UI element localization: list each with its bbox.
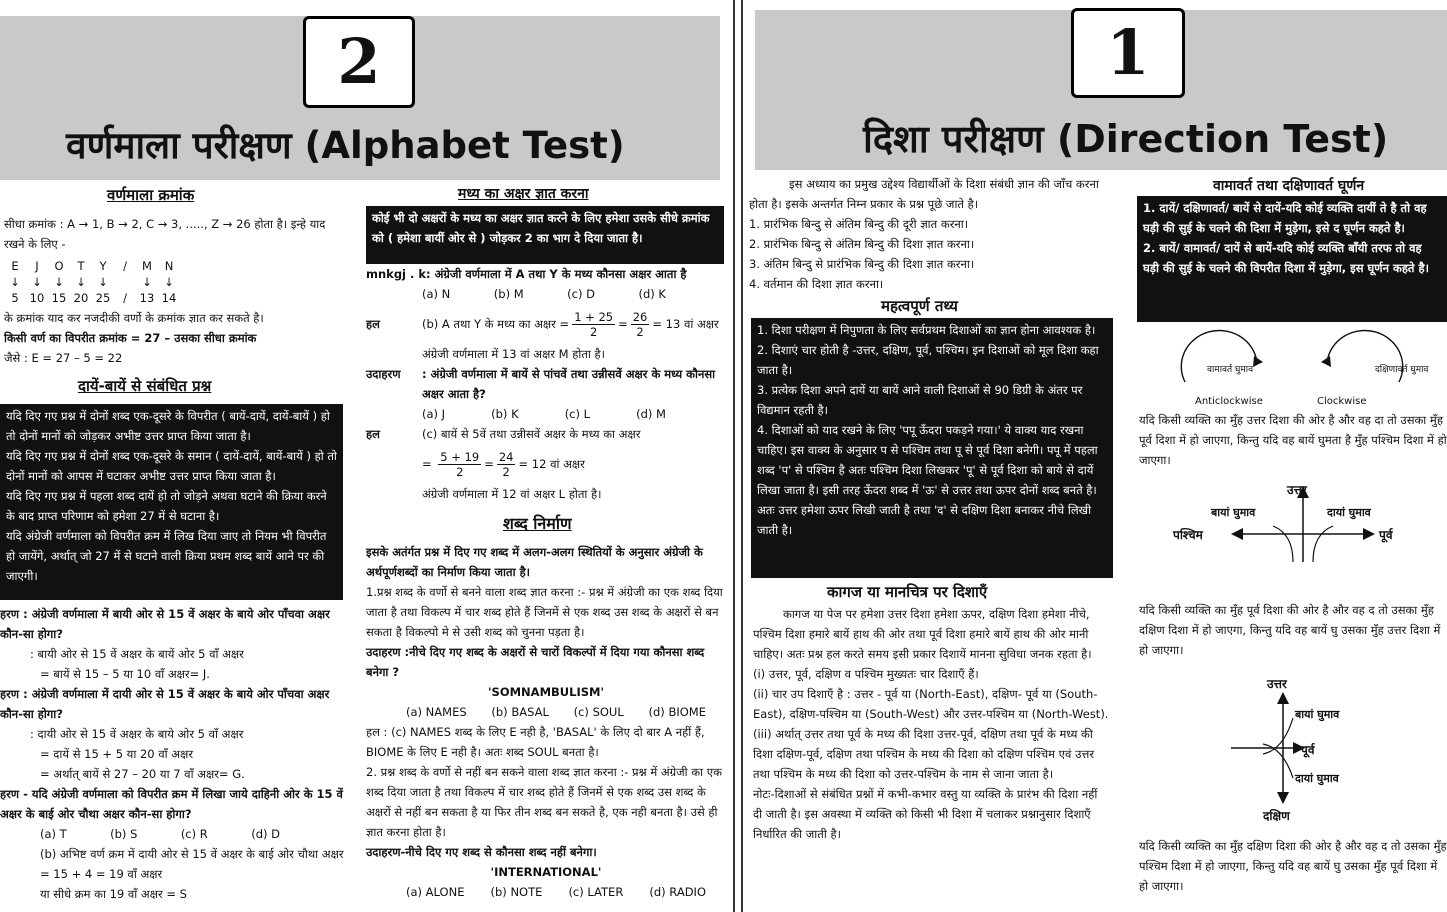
north-label: उत्तर [1287,483,1307,497]
example-2-step-3: = अर्थात् बायें से 27 – 20 या 7 वाँ अक्षर= G. [40,767,245,781]
example-2: हरण : अंग्रेजी वर्णमाला में दायी ओर से 15 वें अक्षर के बाये ओर पाँचवा अक्षर कौन-सा होगा? [0,687,330,721]
south-arrow [1277,792,1289,804]
middle-examples [366,264,726,504]
mnemonic-letter: E [11,259,19,273]
fact-3: 3. प्रत्येक दिशा अपने दायें या बायें आने वाली दिशाओं से 90 डिग्री के अंतर पर विद्यमान रहती है। [757,383,1083,417]
compass-diagram-1 [1173,476,1413,586]
rotation-rule-2: 2. बायें/ वामावर्त/ दायें से बायें-यदि कोई व्यक्ति बाँयी तरफ तो वह घड़ी की सुई के चलने की विपरीत दिशा में मुड़ेगा, इस घूर्णन कहते है। [1143,241,1429,275]
example-1-step-2: = बायें से 15 – 5 या 10 वाँ अक्षर= J. [40,667,210,681]
mnemonic-letter: Y [99,259,107,273]
down-arrow-icon: ↓ [142,275,152,289]
mnemonic-number: 14 [161,291,177,305]
option-a: (a) T [40,827,67,841]
down-arrow-icon: ↓ [54,275,64,289]
intro-text: इस अध्याय का प्रमुख उद्देश्य विद्यार्थीओं के दिशा संबंधी ज्ञान की जाँच करना होता है। इसके अन्तर्गत निम्न प्रकार के प्रश्न पूछे जाते है। [749,177,1099,211]
middle-rule-box: कोई भी दो अक्षरों के मध्य का अक्षर ज्ञात करने के लिए हमेशा उसके सीधे क्रमांक को ( हमेशा बायीं ओर से ) जोड़कर 2 का भाग दे दिया जाता है। [366,206,724,264]
rule-3: यदि दिए गए प्रश्न में पहला शब्द दायें हो तो जोड़ने अथवा घटाने की क्रिया करने के बाद प्राप्त परिणाम को हमेशा 27 में से घटाना है। [6,489,327,523]
option-b: (b) NOTE [490,885,543,899]
north-label: उत्तर [1267,677,1287,691]
rank-note: के क्रमांक याद कर नजदीकी वर्णो के क्रमांक ज्ञात कर सकते है। [4,311,264,325]
mnemonic-number: 15 [51,291,67,305]
sol-text: (b) A तथा Y के मध्य का अक्षर = [422,317,570,331]
option-c: (c) L [564,407,591,421]
option-d: (d) BIOME [648,705,706,719]
intro-item-4: 4. वर्तमान की दिशा ज्ञात करना। [749,277,884,291]
example-2-step-1: : दायी ओर से 15 वें अक्षर के बाये ओर 5 वाँ अक्षर [30,727,244,741]
word-example-2-options [366,882,726,902]
example-1: हरण : अंग्रेजी वर्णमाला में बायी ओर से 15 वें अक्षर के बाये ओर पाँचवा अक्षर कौन-सा होगा? [0,607,330,641]
rotation-heading: वामावर्त तथा दक्षिणावर्त घूर्णन [1213,178,1365,194]
example-1-step-1: : बायी ओर से 15 वें अक्षर के बायें ओर 5 वाँ अक्षर [30,647,244,661]
fraction: $\frac{1 + 25}{2}$ [574,309,614,339]
rotation-box [1137,196,1447,322]
intro [749,174,1113,294]
rule-2: यदि दिए गए प्रश्न में दोनों शब्द एक-दूसरे के समान ( दायें-दायें, बायें-बायें ) हो तो दोनों मानों को आपस में घटाकर अभीष्ट उत्तर प्राप्त किया जाता है। [6,449,337,483]
option-a: (a) NAMES [406,705,467,719]
reverse-rank: किसी वर्ण का विपरीत क्रमांक = 27 – उसका सीधा क्रमांक [4,331,257,345]
south-label: दक्षिण [1263,809,1290,823]
option-a: (a) ALONE [406,885,465,899]
mnemonic-number: 20 [73,291,89,305]
option-d: (d) K [638,287,666,301]
mnemonic-arrows [4,276,184,288]
rank-example: जैसे : E = 27 – 5 = 22 [4,351,123,365]
word-section [366,542,726,902]
left-right-examples [0,604,344,904]
section-heading-middle: मध्य का अक्षर ज्ञात करना [458,186,589,202]
word-rule-1: 1.प्रश्न शब्द के वर्णो से बनने वाला शब्द ज्ञात करना :- प्रश्न में अंग्रेजी का एक शब्द दिया जाता है तथा विकल्प में चार शब्द होते हैं जिनमें से एक शब्द उस शब्द के अक्षरों से बन सकता है विकल्पो मे से उसी शब्द को चुनना पड़ता है। [366,585,723,639]
fact-2: 2. दिशाएं चार होती है -उत्तर, दक्षिण, पूर्व, पश्चिम। इन दिशाओं को मूल दिशा कहा जाता है। [757,343,1099,377]
option-c: (c) D [567,287,595,301]
intro-item-2: 2. प्रारंभिक बिन्दु से अंतिम बिन्दु की दिशा ज्ञात करना। [749,237,975,251]
word-1: 'SOMNAMBULISM' [488,685,604,699]
map-heading: कागज या मानचित्र पर दिशाएँ [827,583,988,601]
example-3-options [0,824,280,844]
fact-1: 1. दिशा परीक्षण में निपुणता के लिए सर्वप्रथम दिशाओं का ज्ञान होना आवश्यक है। [757,323,1096,337]
map-point-1: (i) उत्तर, पूर्व, दक्षिण व पश्चिम मुख्यतः चार दिशाएँ हैं। [753,667,979,681]
rule-1: यदि दिए गए प्रश्न में दोनों शब्द एक-दूसरे के विपरीत ( बायें-दायें, दायें-बायें ) हो तो दोनों मानों को जोड़कर अभीष्ट उत्तर प्राप्त किया जाता है। [6,409,330,443]
face-south-text: यदि किसी व्यक्ति का मुँह दक्षिण दिशा की ओर है और वह द तो उसका मुँह पश्चिम दिशा में हो जाएगा, किन्तु यदि वह बायें घु उसका मुँह पूर्व दिशा में हो जाएगा। [1139,839,1447,893]
ccw-label: वामावर्त घुमाव [1207,365,1254,375]
map-section [753,604,1109,844]
left-turn-arc [1273,526,1293,562]
middle-q2-result: अंग्रेजी वर्णमाला में 12 वां अक्षर L होता है। [422,487,602,501]
facts-box [751,318,1113,578]
option-c: (c) LATER [568,885,624,899]
word-example-1-options [366,702,726,722]
mnemonic-letters [4,256,184,276]
section-heading-rank: वर्णमाला क्रमांक [107,186,195,204]
example-3: हरण - यदि अंग्रेजी वर्णमाला को विपरीत क्रम में लिखा जाये दाहिनी ओर के 15 वें अक्षर के बाई ओर चौथा अक्षर कौन-सा होगा? [0,787,343,821]
mnemonic-number: / [123,291,127,305]
down-arrow-icon: ↓ [164,275,174,289]
mnemonic-number: 25 [95,291,111,305]
option-c: (c) SOUL [573,705,624,719]
mnemonic-letter: N [164,259,174,273]
direct-rank: सीधा क्रमांक : A → 1, B → 2, C → 3, ....., Z → 26 होता है। इन्हे याद रखने के लिए - [4,217,326,251]
down-arrow-icon [114,276,136,288]
map-note: नोटः-दिशाओं से संबंधित प्रश्नों में कभी-कभार वस्तु या व्यक्ति के प्रारंभ की दिशा नहीं दी जाती है। इस अवस्था में व्यक्ति को किसी भी दिशा में चलाकर प्रश्नानुसार दिशाएँ निर्धारित की जाती है। [753,787,1098,841]
section-heading-word: शब्द निर्माण [503,514,572,533]
option-d: (d) M [636,407,666,421]
map-text: कागज या पेज पर हमेशा उत्तर दिशा हमेशा ऊपर, दक्षिण दिशा हमेशा नीचे, पश्चिम दिशा हमारे बायें हाथ की ओर तथा पूर्व दिशा हमारे बायें हाथ की ओर मानी चाहिए। अतः प्रश्न हल करते समय इसी प्रकार दिशायें मानना सुविधा जनक रहता है। [753,607,1092,661]
intro-item-3: 3. अंतिम बिन्दु से प्रारंभिक बिन्दु की दिशा ज्ञात करना। [749,257,975,271]
word-example-1-solution: हल : (c) NAMES शब्द के लिए E नही है, 'BASAL' के लिए दो बार A नहीं हैं, BIOME के लिए E नही है। अतः शब्द SOUL बनता है। [366,725,705,759]
word-intro: इसके अतंर्गत प्रश्न में दिए गए शब्द में अलग-अलग स्थितियों के अनुसार अंग्रेजी के अर्थपूर्णशब्दों का निर्माण किया जाता है। [366,545,703,579]
west-label: पश्चिम [1173,528,1203,542]
down-arrow-icon: ↓ [98,275,108,289]
down-arrow-icon: ↓ [76,275,86,289]
facts-heading: महत्वपूर्ण तथ्य [881,297,958,315]
option-a: (a) N [422,287,451,301]
option-d: (d) D [251,827,280,841]
option-a: (a) J [422,407,446,421]
mnemonic-letter: M [142,259,152,273]
east-label: पूर्व [1301,743,1315,757]
fact-4: 4. दिशाओं को याद रखने के लिए 'पपू ऊँदरा पकड़ने गया।' ये वाक्य याद रखना चाहिए। इस वाक्य के अनुसार प से पश्चिम तथा पू से पूर्व दिशा बनेगी। पपू में पहला शब्द 'प' से पश्चिम है अतः पश्चिम दिशा लिखकर 'पू' से पूर्व दिशा को बाये से दायें लिखा जाता है। इसी तरह ऊँदरा शब्द में 'ऊ' से उत्तर तथा ऊपर दोनों शब्द बनते है। अतः उत्तर हमेशा ऊपर लिखी जाती है तथा 'द' से दक्षिण दिशा बनाकर नीचे लिखी जाती है। [757,423,1098,537]
west-arrow [1231,528,1243,540]
rank-notes [4,308,344,368]
example-2-step-2: = दायें से 15 + 5 या 20 वाँ अक्षर [40,747,194,761]
cw-label: दक्षिणावर्त घुमाव [1375,365,1429,375]
mnemonic-number: 13 [139,291,155,305]
rules-box [0,404,343,600]
fraction: $\frac{24}{2}$ [498,449,514,479]
arrow-head [1253,356,1263,367]
word-example-2: उदाहरण-नीचे दिए गए शब्द से कौनसा शब्द नहीं बनेगा। [366,845,597,859]
right-turn-label: दायां घुमाव [1295,772,1339,785]
middle-q1-options [366,284,726,304]
solution-2: या सीधे क्रम का 19 वाँ अक्षर = S [40,887,187,901]
option-b: (b) S [110,827,138,841]
option-d: (d) RADIO [649,885,706,899]
rotation-diagram [1137,326,1447,410]
section-heading-left-right: दायें-बायें से संबंधित प्रश्न [78,377,212,395]
right-turn-label: दायां घुमाव [1327,506,1371,519]
chapter-title: वर्णमाला परीक्षण (Alphabet Test) [66,124,625,167]
ccw-caption: Anticlockwise [1195,396,1263,407]
down-arrow-icon: ↓ [10,275,20,289]
face-east-text: यदि किसी व्यक्ति का मुँह पूर्व दिशा की ओर है और वह द तो उसका मुँह दक्षिण दिशा में हो जाएगा, किन्तु यदि वह बायें घु उसका मुँह उत्तर दिशा में हो जाएगा। [1139,603,1441,657]
chapter-number: 1 [1071,8,1185,98]
down-arrow-icon: ↓ [32,275,42,289]
option-b: (b) BASAL [491,705,549,719]
middle-q2-solution: हल (c) बायें से 5वें तथा उन्नीसवें अक्षर के मध्य का अक्षर [366,427,641,441]
mnemonic-letter: J [35,259,39,273]
word-2: 'INTERNATIONAL' [490,865,602,879]
rank-text [4,214,344,254]
option-c: (c) R [180,827,208,841]
arrow-head [1321,356,1331,367]
chapter-number: 2 [303,16,415,108]
left-turn-label: बायां घुमाव [1295,708,1340,721]
option-b: (b) K [491,407,519,421]
east-arrow [1363,528,1375,540]
word-example-1: उदाहरण :नीचे दिए गए शब्द के अक्षरों से चारों विकल्पों में दिया गया कौनसा शब्द बनेगा ? [366,645,705,679]
left-turn-label: बायां घुमाव [1211,506,1256,519]
east-label: पूर्व [1379,528,1393,542]
mnemonic-number: 5 [11,291,19,305]
face-north-text: यदि किसी व्यक्ति का मुँह उत्तर दिशा की ओर है और वह दा तो उसका मुँह पूर्व दिशा में हो जाएगा, किन्तु यदि वह बायें घुमता है मुँह पश्चिम दिशा में हो जाएगा। [1139,413,1447,467]
middle-q1-solution: हल (b) A तथा Y के मध्य का अक्षर = $\frac{1 + 25}{2}$ = $\frac{26}{2}$ = 13 वां अक्षर [366,309,719,339]
right-turn-arc [1313,526,1333,562]
mnemonic-numbers [4,288,184,308]
map-point-2: (ii) चार उप दिशाएँ है : उत्तर - पूर्व या (North-East), दक्षिण- पूर्व या (South-East), दक्षिण-पश्चिम या (South-West) और उत्तर-पश्चिम या (North-West). [753,687,1109,721]
map-point-3: (iii) अर्थात् उत्तर तथा पूर्व के मध्य की दिशा उत्तर-पूर्व, दक्षिण तथा पूर्व के मध्य की दिशा दक्षिण-पूर्व, दक्षिण तथा पश्चिम के मध्य की दिशा को दक्षिण पश्चिम एवं उत्तर तथा पश्चिम के मध्य की दिशा को उत्तर-पश्चिम के नाम से जाना जाता है। [753,727,1095,781]
mnemonic-letter: T [77,259,85,273]
word-rule-2: 2. प्रश्न शब्द के वर्णो से नहीं बन सकने वाला शब्द ज्ञात करना :- प्रश्न में अंग्रेजी का एक शब्द दिया जाता है तथा विकल्प में चार शब्द होते हैं जिनमें से एक शब्द उस शब्द के अक्षरों से नहीं बन सकता है या फिर तीन शब्द बन सकते है, एक नही बनता है। उसे ही ज्ञात करना होता है। [366,765,722,839]
chapter-title: दिशा परीक्षण (Direction Test) [863,117,1389,161]
middle-q2-options [366,404,726,424]
rotation-rule-1: 1. दायें/ दक्षिणावर्त/ बायें से दायें-यदि कोई व्यक्ति दायीं ते है तो वह घड़ी की सुई के चलने की दिशा में मुड़ेगा, इसे द घूर्णन कहते है। [1143,201,1427,235]
label-hal: हल [366,317,380,331]
compass-diagram-2 [1203,674,1423,824]
north-arrow [1277,692,1289,704]
intro-item-1: 1. प्रारंभिक बिन्दु से अंतिम बिन्दु की दूरी ज्ञात करना। [749,217,969,231]
solution-1: (b) अभिष्ट वर्ण क्रम में दायी ओर से 15 वें अक्षर के बाई ओर चौथा अक्षर = 15 + 4 = 19 वाँ अक्षर [40,847,344,881]
mnemonic-table [4,256,184,308]
middle-q2-fraction-line: = $\frac{5 + 19}{2}$ = $\frac{24}{2}$ = 12 वां अक्षर [422,449,585,479]
fraction: $\frac{26}{2}$ [632,309,648,339]
middle-q1: mnkgj . k: अंग्रेजी वर्णमाला में A तथा Y के मध्य कौनसा अक्षर आता है [366,267,687,281]
mnemonic-number: 10 [29,291,45,305]
option-b: (b) M [493,287,524,301]
fraction: $\frac{5 + 19}{2}$ [440,449,480,479]
right-page [741,0,1447,912]
middle-q1-result: अंग्रेजी वर्णमाला में 13 वां अक्षर M होता है। [422,347,605,361]
right-turn-arc [1263,744,1293,778]
cw-caption: Clockwise [1317,396,1367,407]
mnemonic-letter: O [54,259,64,273]
mnemonic-letter: / [123,259,127,273]
rule-4: यदि अंग्रेजी वर्णमाला को विपरीत क्रम में लिख दिया जाए तो नियम भी विपरीत हो जायेंगे, अर्थात् जो 27 में से घटाने वाली क्रिया प्रथम शब्द बायें आने पर की जाएगी। [6,529,327,583]
middle-q2: उदाहरण : अंग्रेजी वर्णमाला में बायें से पांचवें तथा उन्नीसवें अक्षर के मध्य कौनसा अक्षर आता है? [366,367,716,401]
